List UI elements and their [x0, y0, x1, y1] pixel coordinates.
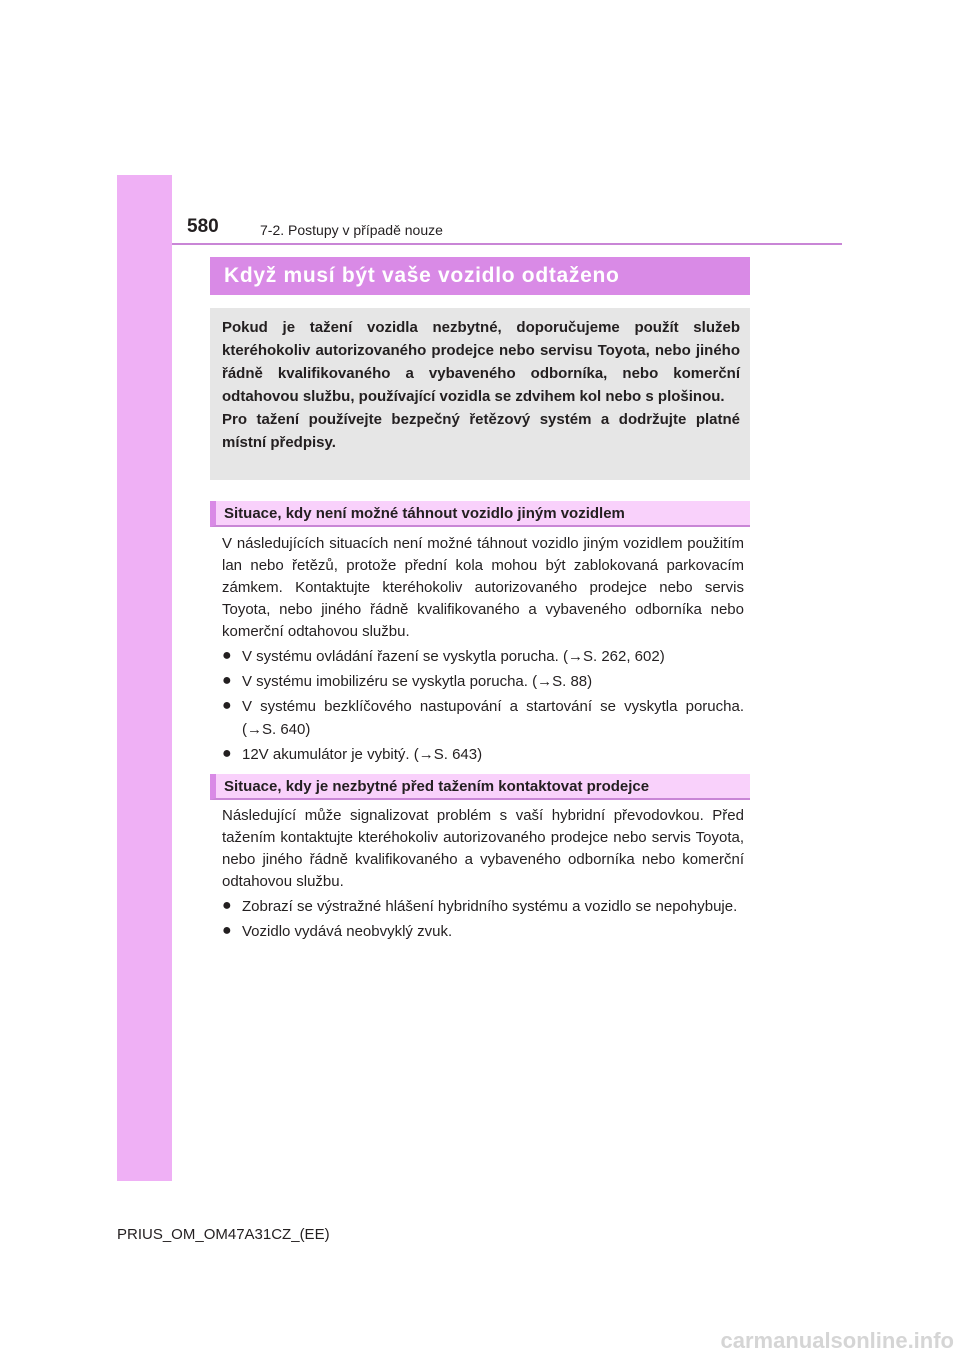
list-item — [222, 645, 744, 668]
watermark: carmanualsonline.info — [720, 1328, 954, 1353]
subsection-body — [222, 533, 744, 766]
list-item-text: V systému bezklíčového nastupování a startování se vyskytla porucha. (→S. 640) — [242, 698, 744, 738]
bullet-icon: ● — [222, 672, 232, 689]
subsection-paragraph: V následujících situacích není možné táhnout vozidlo jiným vozidlem použitím lan nebo řetězů, protože přední kola mohou být zablokovaná parkovacím zámkem. Kontaktujte kteréhokoliv autorizovaného prodejce nebo servis Toyota, nebo jiného řádně kvalifikovaného a vybaveného odborníka nebo komerční odtahovou službu. — [222, 535, 744, 640]
list-item-text: Zobrazí se výstražné hlášení hybridního systému a vozidlo se nepohybuje. — [242, 898, 738, 915]
section-title: Když musí být vaše vozidlo odtaženo — [210, 257, 750, 295]
page-number: 580 — [187, 216, 219, 237]
list-item — [222, 743, 744, 766]
side-tab-band — [117, 175, 172, 1181]
header-divider — [172, 243, 842, 245]
bullet-icon: ● — [222, 697, 232, 714]
bullet-icon: ● — [222, 745, 232, 762]
list-item-text: V systému ovládání řazení se vyskytla porucha. (→S. 262, 602) — [242, 648, 665, 665]
intro-paragraph: Pokud je tažení vozidla nezbytné, doporučujeme použít služeb kteréhokoliv autorizovaného prodejce nebo servisu Toyota, nebo jiného řádně kvalifikovaného a vybaveného odborníka, nebo komerční odtahovou službu, používající vozidla se zdvihem kol nebo s plošinou. — [222, 319, 740, 405]
list-item — [222, 695, 744, 741]
intro-paragraph: Pro tažení používejte bezpečný řetězový systém a dodržujte platné místní předpisy. — [222, 411, 740, 451]
intro-box — [210, 308, 750, 480]
list-item — [222, 920, 744, 943]
subsection-heading: Situace, kdy není možné táhnout vozidlo jiným vozidlem — [210, 501, 750, 527]
subsection-body — [222, 805, 744, 943]
bullet-list — [222, 895, 744, 943]
subsection-heading: Situace, kdy je nezbytné před tažením kontaktovat prodejce — [210, 774, 750, 800]
list-item — [222, 895, 744, 918]
bullet-icon: ● — [222, 897, 232, 914]
list-item-text: 12V akumulátor je vybitý. (→S. 643) — [242, 746, 483, 763]
footer-code: PRIUS_OM_OM47A31CZ_(EE) — [117, 1226, 330, 1243]
bullet-icon: ● — [222, 647, 232, 664]
bullet-icon: ● — [222, 922, 232, 939]
list-item-text: Vozidlo vydává neobvyklý zvuk. — [242, 923, 453, 940]
list-item — [222, 670, 744, 693]
chapter-title: 7-2. Postupy v případě nouze — [260, 222, 443, 238]
subsection-paragraph: Následující může signalizovat problém s vaší hybridní převodovkou. Před tažením kontaktujte kteréhokoliv autorizovaného prodejce nebo servis Toyota, nebo jiného řádně kvalifikovaného a vybaveného odborníka nebo komerční odtahovou službu. — [222, 807, 744, 890]
bullet-list — [222, 645, 744, 766]
list-item-text: V systému imobilizéru se vyskytla porucha. (→S. 88) — [242, 673, 593, 690]
